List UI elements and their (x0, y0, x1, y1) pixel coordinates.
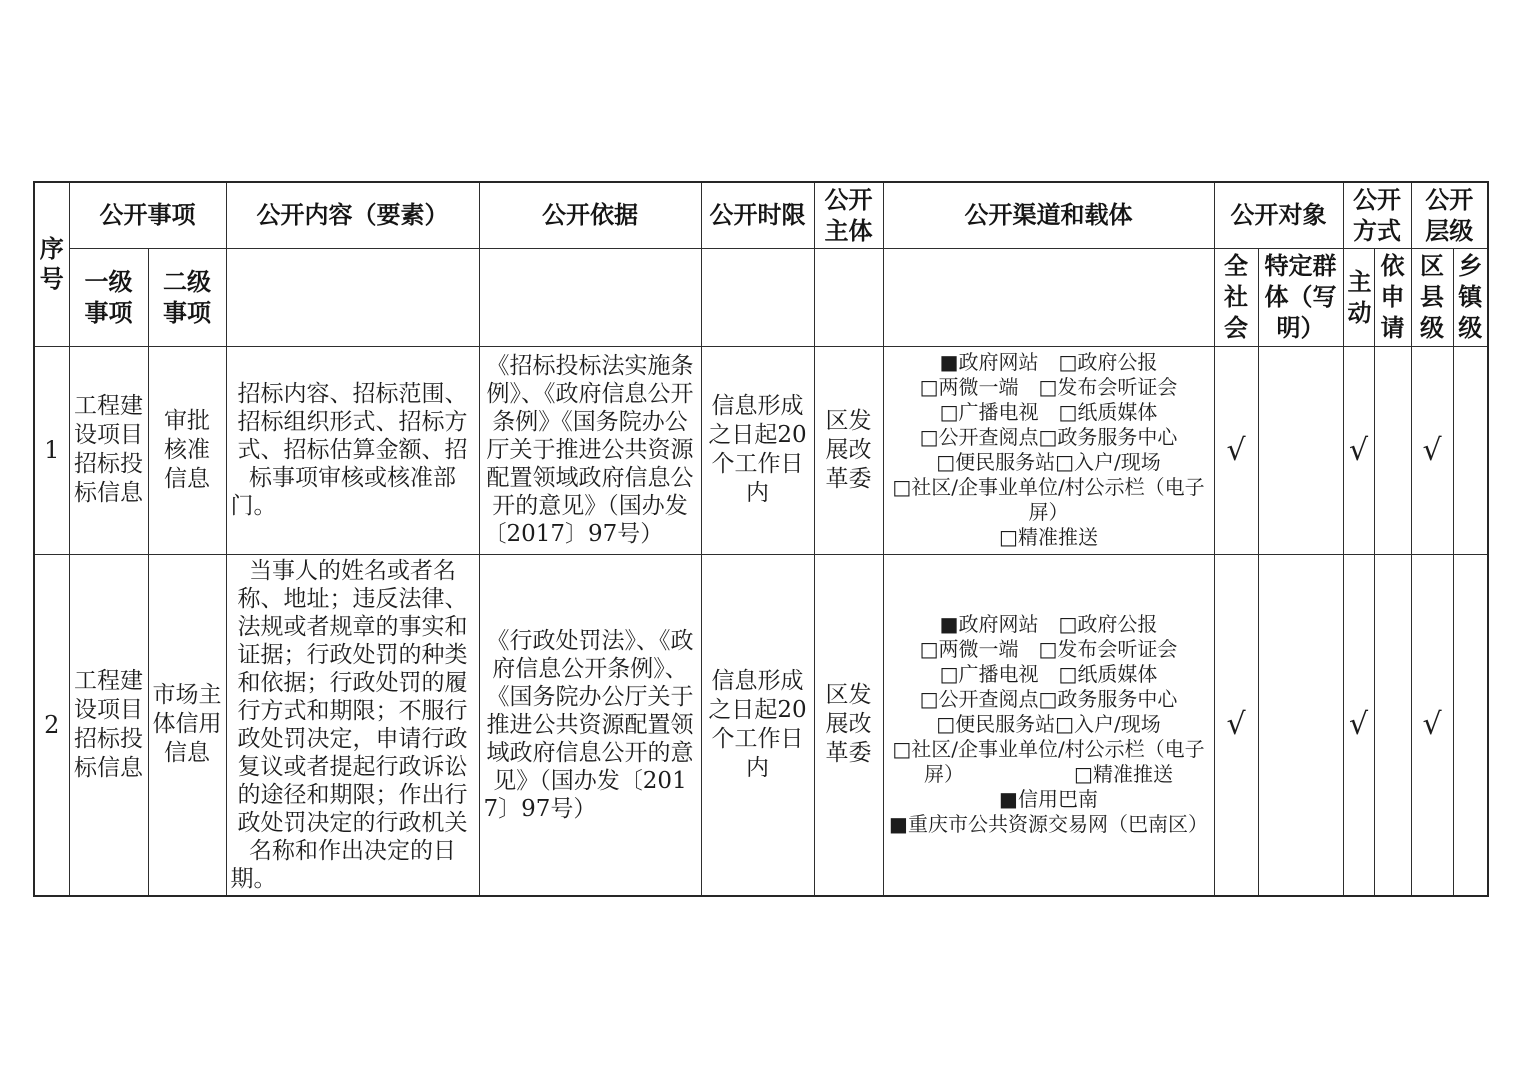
channel-line: 屏） □精准推送 (924, 762, 1173, 787)
township-cell (1453, 346, 1488, 554)
header-time-limit: 公开时限 (701, 182, 814, 249)
level1-cell: 工程建设项目招标投标信息 (69, 554, 148, 896)
subject-cell: 区发展改革委 (814, 346, 883, 554)
time-limit-cell: 信息形成之日起20个工作日内 (701, 554, 814, 896)
table-row (34, 554, 1488, 896)
content-cell: 招标内容、招标范围、招标组织形式、招标方式、招标估算金额、招标事项审核或核准部门。 (226, 346, 479, 554)
basis-cell: 《招标投标法实施条例》、《政府信息公开条例》《国务院办公厅关于推进公共资源配置领域政府信息公开的意见》（国办发〔2017〕97号） (479, 346, 701, 554)
proactive-check: √ (1343, 346, 1374, 554)
channel-line: □广播电视 □纸质媒体 (939, 662, 1158, 687)
level2-cell (148, 346, 226, 554)
header-level2: 二级事项 (148, 249, 226, 346)
header-method (1343, 182, 1411, 249)
header-audience: 公开对象 (1214, 182, 1343, 249)
channel-line: □广播电视 □纸质媒体 (939, 400, 1158, 425)
district-check: √ (1411, 554, 1453, 896)
disclosure-table (33, 181, 1489, 897)
time-limit-cell: 信息形成之日起20个工作日内 (701, 346, 814, 554)
header-level (1411, 182, 1488, 249)
header-proactive: 主动 (1343, 249, 1374, 346)
header-content-sub (226, 249, 479, 346)
header-all-society: 全社会 (1214, 249, 1258, 346)
channel-line: □便民服务站□入户/现场 (936, 450, 1161, 475)
header-channels: 公开渠道和载体 (883, 182, 1214, 249)
channel-line: 屏） (1028, 500, 1069, 525)
header-time-limit-sub (701, 249, 814, 346)
township-cell (1453, 554, 1488, 896)
header-specific-group: 特定群体（写明） (1258, 249, 1343, 346)
proactive-check: √ (1343, 554, 1374, 896)
header-level-label: 公开层级 (1425, 186, 1474, 245)
specific-group-cell (1258, 554, 1343, 896)
specific-group-cell (1258, 346, 1343, 554)
header-channels-sub (883, 249, 1214, 346)
seq-cell: 2 (34, 554, 69, 896)
header-subject-sub (814, 249, 883, 346)
header-district: 区县级 (1411, 249, 1453, 346)
level2-text: 审批核准信息 (164, 407, 210, 492)
channel-line: □社区/企事业单位/村公示栏（电子 (892, 737, 1205, 762)
channel-line: □精准推送 (999, 525, 1098, 550)
channel-line: □公开查阅点□政务服务中心 (919, 425, 1178, 450)
all-society-check: √ (1214, 346, 1258, 554)
header-level1: 一级事项 (69, 249, 148, 346)
channel-line: □公开查阅点□政务服务中心 (919, 687, 1178, 712)
content-cell: 当事人的姓名或者名称、地址；违反法律、法规或者规章的事实和证据；行政处罚的种类和依据；行政处罚的履行方式和期限；不服行政处罚决定，申请行政复议或者提起行政诉讼的途径和期限；作出行政处罚决定的行政机关名称和作出决定的日期。 (226, 554, 479, 896)
channel-line: □两微一端 □发布会听证会 (919, 375, 1178, 400)
header-open-item: 公开事项 (69, 182, 226, 249)
header-basis-sub (479, 249, 701, 346)
subject-cell: 区发展改革委 (814, 554, 883, 896)
channel-line: ■政府网站 □政府公报 (939, 612, 1158, 637)
basis-cell: 《行政处罚法》、《政府信息公开条例》、《国务院办公厅关于推进公共资源配置领域政府信息公开的意见》（国办发〔2017〕97号） (479, 554, 701, 896)
level2-cell: 市场主体信用信息 (148, 554, 226, 896)
channel-line: □社区/企事业单位/村公示栏（电子 (892, 475, 1205, 500)
header-method-label: 公开方式 (1353, 186, 1401, 245)
level1-cell: 工程建设项目招标投标信息 (69, 346, 148, 554)
header-seq: 序号 (34, 182, 69, 346)
seq-cell: 1 (34, 346, 69, 554)
channel-line: ■信用巴南 (999, 787, 1098, 812)
on-request-cell (1374, 346, 1411, 554)
channel-line: □两微一端 □发布会听证会 (919, 637, 1178, 662)
district-check: √ (1411, 346, 1453, 554)
header-basis: 公开依据 (479, 182, 701, 249)
on-request-cell (1374, 554, 1411, 896)
header-on-request: 依申请 (1374, 249, 1411, 346)
all-society-check: √ (1214, 554, 1258, 896)
channel-line: □便民服务站□入户/现场 (936, 712, 1161, 737)
table-row (34, 346, 1488, 554)
channel-line: ■重庆市公共资源交易网（巴南区） (889, 812, 1208, 837)
header-township: 乡镇级 (1453, 249, 1488, 346)
channel-line: ■政府网站 □政府公报 (939, 350, 1158, 375)
header-content: 公开内容（要素） (226, 182, 479, 249)
channels-cell (883, 346, 1214, 554)
channels-cell (883, 554, 1214, 896)
header-subject: 公开主体 (814, 182, 883, 249)
